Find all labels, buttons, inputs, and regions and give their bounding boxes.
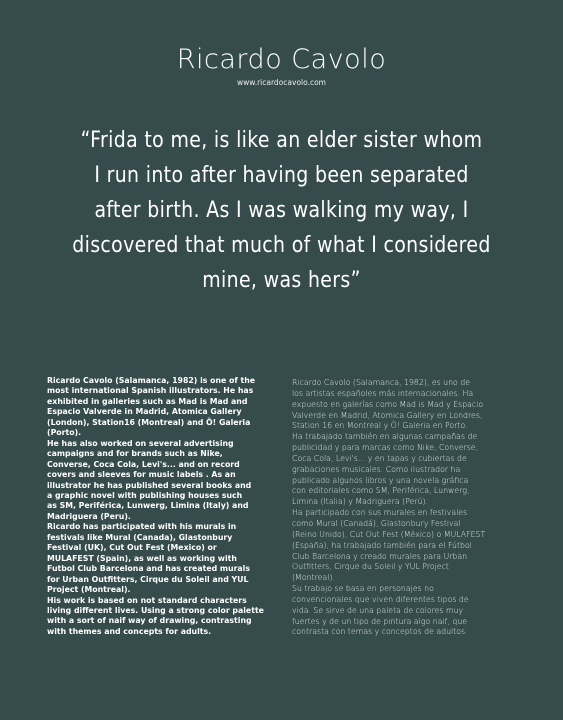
english-paragraph-4: His work is based on not standard characters living different lives. Using a strong color palette with a sort of naif way of drawing, contrasting with themes and concepts for adults.	[47, 595, 264, 636]
spanish-biography	[292, 378, 524, 638]
artist-website: www.ricardocavolo.com	[237, 78, 326, 87]
spanish-paragraph-3: Ha participado con sus murales en festivales como Mural (Canadá), Glastonbury Festival (Reino Unido), Cut Out Fest (México) o MULAFEST (España), ha trabajado también para el Fútbol Club Barcelona y creado murales para Urban Outfitters, Cirque du Soleil y YUL Project (Montreal).	[292, 508, 486, 583]
spanish-paragraph-4: Su trabajo se basa en personajes no convencionales que viven diferentes tipos de vida. Se sirve de una paleta de colores muy fuertes y de un tipo de pintura algo naif, que contrasta con temas y conceptos de adultos.	[292, 584, 469, 637]
page-header	[0, 44, 563, 87]
spanish-paragraph-1: Ricardo Cavolo (Salamanca, 1982), es uno de los artistas españoles más internacionales. Ha expuesto en galerías como Mad is Mad y Espacio Valverde en Madrid, Atomica Gallery en Londres, Station 16 en Montreal y Ô! Galeria en Porto.	[292, 378, 484, 431]
artist-quote: “Frida to me, is like an elder sister whom I run into after having been separated after birth. As I was walking my way, I discovered that much of what I considered mine, was hers”	[72, 128, 491, 293]
english-paragraph-3: Ricardo has participated with his murals in festivals like Mural (Canada), Glastonbury Festival (UK), Cut Out Fest (Mexico) or MULAFEST (Spain), as well as working with Futbol Club Barcelona and has created murals for Urban Outfitters, Cirque du Soleil and YUL Project (Montreal).	[47, 522, 250, 595]
english-paragraph-1: Ricardo Cavolo (Salamanca, 1982) is one of the most international Spanish illustrators. He has exhibited in galleries such as Mad is Mad and Espacio Valverde in Madrid, Atomica Gallery (London), Station16 (Montreal) and Ô! Galeria (Porto).	[47, 376, 256, 438]
english-paragraph-2: He has also worked on several advertising campaigns and for brands such as Nike, Converse, Coca Cola, Levi's... and on record covers and sleeves for music labels . As an illustrator he has published several books and a graphic novel with publishing houses such as SM, Periférica, Lunwerg, Limina (Italy) and Madriguera (Peru).	[47, 438, 252, 521]
spanish-paragraph-2: Ha trabajado también en algunas campañas de publicidad y para marcas como Nike, Converse, Coca Cola, Levi's... y en tapas y cubiertas de grabaciones musicales. Como ilustrador ha publicado algunos libros y una novela gráfica con editoriales como SM, Periférica, Lunwerg, Limina (Italia) y Madriguera (Perú).	[292, 432, 479, 507]
english-biography	[47, 376, 273, 637]
artist-name: Ricardo Cavolo	[176, 44, 387, 75]
